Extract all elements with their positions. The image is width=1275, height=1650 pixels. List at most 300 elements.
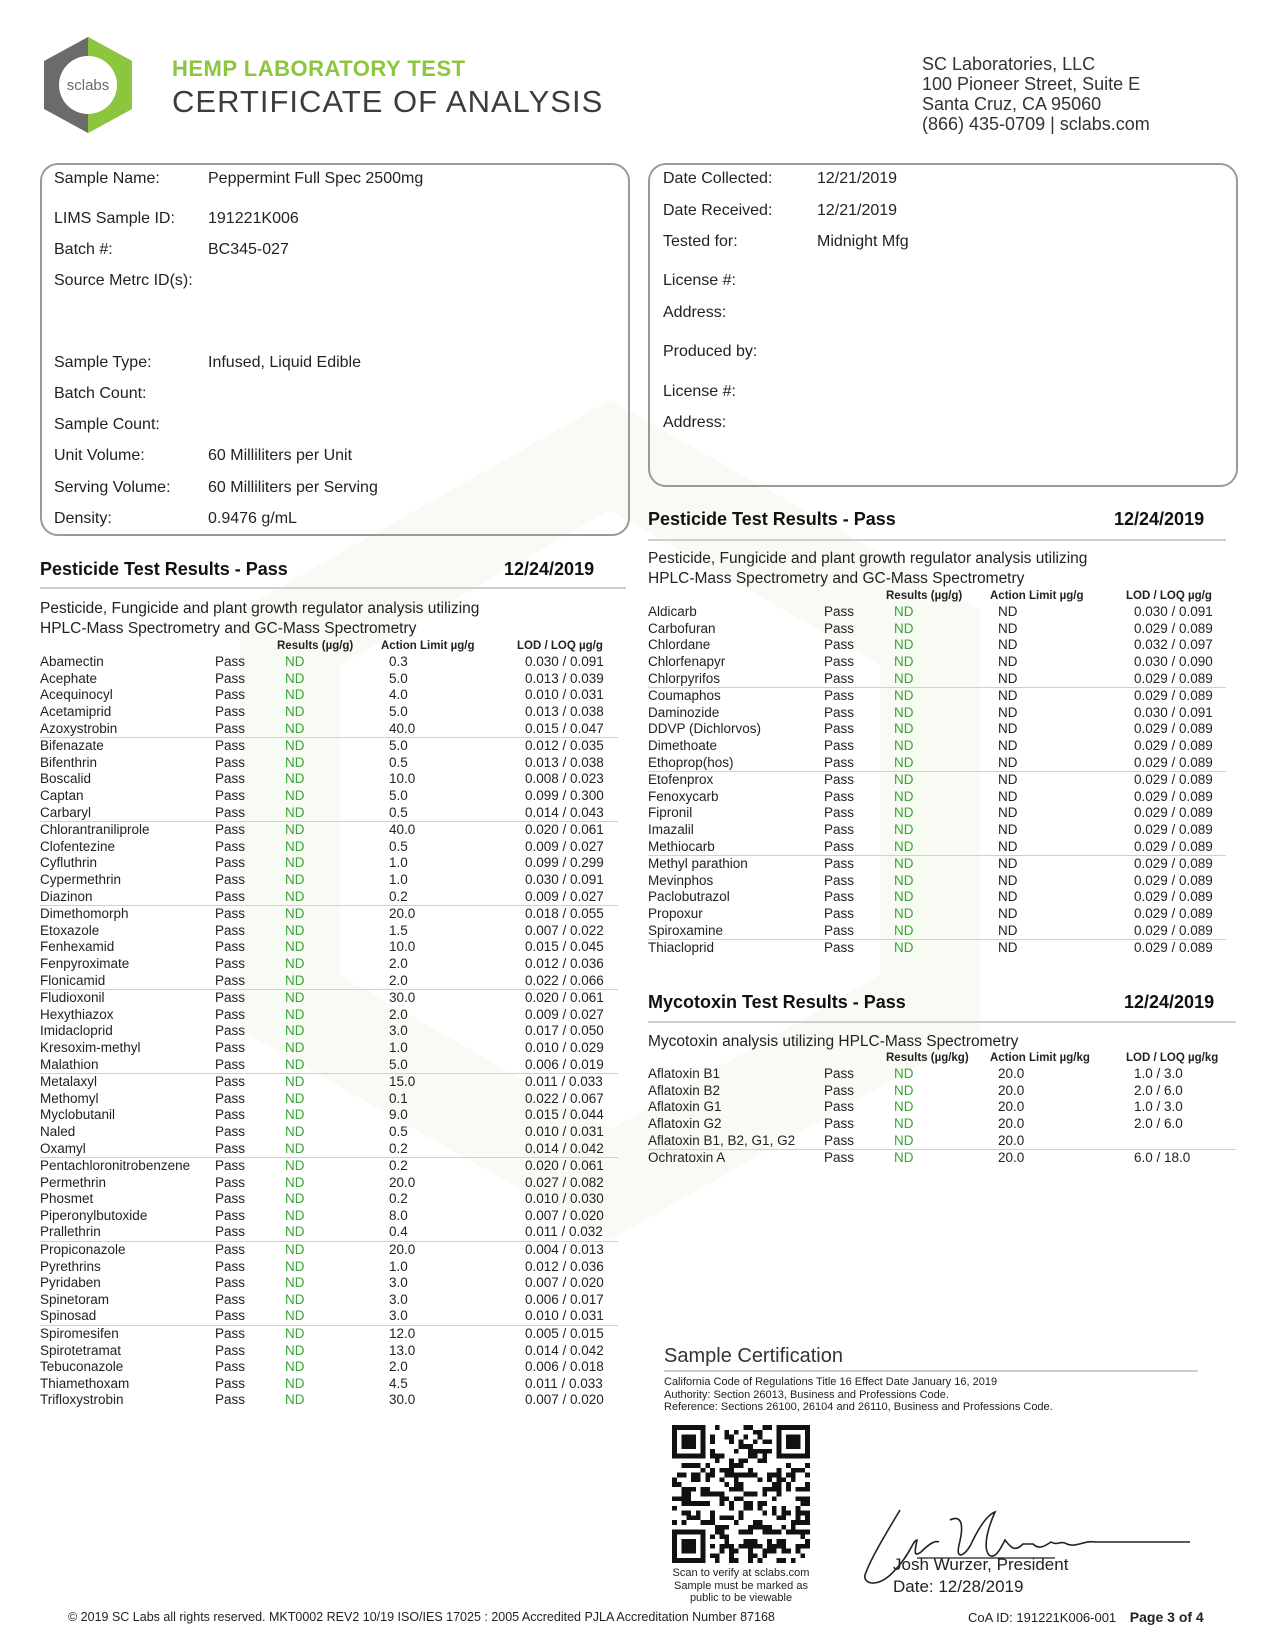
- table-row: [40, 939, 618, 956]
- cell-result: ND: [894, 754, 998, 771]
- cell-status: Pass: [824, 805, 855, 821]
- table-row: [648, 1116, 1236, 1133]
- table-row: [40, 788, 618, 805]
- cell-status: Pass: [215, 1326, 246, 1342]
- cell-result: ND: [894, 688, 914, 704]
- cell-analyte: Acequinocyl: [40, 687, 113, 703]
- table-row: [40, 1073, 618, 1090]
- address-label-1: Address:: [663, 304, 727, 321]
- batch-count-label: Batch Count:: [54, 385, 147, 402]
- cell-analyte: Kresoxim-methyl: [40, 1039, 141, 1055]
- pest-right-date: 12/24/2019: [1114, 509, 1205, 529]
- cell-analyte: Methomyl: [40, 1090, 99, 1106]
- cell-action-limit: 20.0: [998, 1066, 1025, 1082]
- cell-result: ND: [285, 1090, 305, 1106]
- table-row: [40, 855, 618, 872]
- cell-result: ND: [285, 922, 305, 938]
- cell-analyte: Ochratoxin A: [648, 1150, 726, 1166]
- cell-status: Pass: [215, 1275, 246, 1291]
- date-collected-label: Date Collected:: [663, 170, 773, 187]
- cell-action-limit: 0.1: [389, 1090, 408, 1106]
- table-row: [40, 1292, 618, 1309]
- cell-analyte: Captan: [40, 788, 84, 804]
- cell-analyte: Fludioxonil: [40, 990, 105, 1006]
- cell-result: ND: [894, 637, 914, 653]
- cell-action-limit: ND: [998, 838, 1134, 855]
- cell-status: Pass: [824, 721, 855, 737]
- cell-lod-loq: 0.013 / 0.039: [525, 670, 604, 686]
- cell-status: Pass: [215, 888, 285, 905]
- cell-action-limit: ND: [998, 872, 1018, 888]
- cell-lod-loq: 0.030 / 0.091: [525, 654, 604, 670]
- cell-status: Pass: [215, 822, 246, 838]
- cell-result: ND: [894, 721, 914, 737]
- myco-col-results: Results (µg/kg): [886, 1052, 969, 1064]
- certification-divider: [664, 1370, 1198, 1372]
- cell-lod-loq: 0.006 / 0.019: [525, 1056, 618, 1073]
- cell-action-limit: 40.0: [389, 822, 416, 838]
- cell-analyte: Acetamiprid: [40, 704, 112, 720]
- cell-lod-loq: 0.029 / 0.089: [1134, 721, 1213, 737]
- cell-result: ND: [285, 1174, 305, 1190]
- cell-lod-loq: 0.029 / 0.089: [1134, 688, 1213, 704]
- cell-lod-loq: 0.029 / 0.089: [1134, 805, 1213, 821]
- cell-status: Pass: [215, 720, 285, 737]
- table-row: [648, 604, 1226, 621]
- table-row: [40, 872, 618, 889]
- cell-result: ND: [894, 670, 998, 687]
- cell-action-limit: 20.0: [998, 1116, 1025, 1132]
- cell-action-limit: ND: [998, 889, 1018, 905]
- table-row: [40, 771, 618, 788]
- myco-table: [648, 1066, 1236, 1167]
- cell-status: Pass: [215, 1291, 246, 1307]
- cell-result: ND: [894, 940, 914, 956]
- pest-right-col-results: Results (µg/g): [886, 590, 963, 602]
- cell-analyte: Pyrethrins: [40, 1258, 101, 1274]
- cell-lod-loq: 0.007 / 0.020: [525, 1275, 604, 1291]
- pest-left-desc-line2: HPLC-Mass Spectrometry and GC-Mass Spectrometry: [40, 620, 417, 637]
- cell-status: Pass: [215, 771, 246, 787]
- cell-analyte: Malathion: [40, 1056, 215, 1073]
- cell-action-limit: 2.0: [389, 955, 408, 971]
- cell-result: ND: [285, 872, 305, 888]
- pest-right-divider: [648, 539, 1226, 541]
- cell-status: Pass: [215, 1107, 246, 1123]
- cell-status: Pass: [824, 1132, 894, 1149]
- cell-result: ND: [894, 1099, 914, 1115]
- table-row: [648, 889, 1226, 906]
- cell-action-limit: 0.2: [389, 1158, 408, 1174]
- cell-lod-loq: 0.011 / 0.033: [525, 1375, 603, 1391]
- cell-status: Pass: [215, 804, 285, 821]
- sclabs-logo: [40, 35, 136, 135]
- cell-analyte: Clofentezine: [40, 838, 116, 854]
- cell-status: Pass: [215, 1039, 246, 1055]
- cell-action-limit: 1.5: [389, 922, 408, 938]
- cell-result: ND: [894, 788, 914, 804]
- lims-label: LIMS Sample ID:: [54, 210, 175, 227]
- cell-status: Pass: [824, 1066, 855, 1082]
- cell-action-limit: ND: [998, 856, 1018, 872]
- lab-city: Santa Cruz, CA 95060: [922, 94, 1102, 114]
- cell-status: Pass: [215, 1158, 246, 1174]
- coa-id: CoA ID: 191221K006-001: [968, 1610, 1117, 1625]
- cell-lod-loq: 0.029 / 0.089: [1134, 889, 1213, 905]
- cell-result: ND: [285, 1207, 305, 1223]
- cell-status: Pass: [824, 620, 855, 636]
- cell-lod-loq: 0.004 / 0.013: [525, 1242, 604, 1258]
- cell-result: ND: [285, 888, 389, 905]
- cell-result: ND: [285, 1056, 389, 1073]
- cell-action-limit: 0.2: [389, 1140, 525, 1157]
- cell-lod-loq: 0.032 / 0.097: [1134, 637, 1213, 653]
- table-row: [648, 721, 1226, 738]
- cell-lod-loq: 0.030 / 0.091: [1134, 604, 1213, 620]
- cell-result: ND: [285, 1392, 305, 1408]
- cell-action-limit: 0.5: [389, 1123, 408, 1139]
- pest-right-col-limit: Action Limit µg/g: [990, 590, 1084, 602]
- license-label-1: License #:: [663, 272, 736, 289]
- cell-status: Pass: [824, 856, 855, 872]
- table-row: [40, 654, 618, 671]
- table-row: [40, 1191, 618, 1208]
- table-row: [40, 839, 618, 856]
- cell-result: ND: [894, 654, 914, 670]
- table-row: [648, 771, 1226, 788]
- table-row: [648, 687, 1226, 704]
- cell-analyte: Thiacloprid: [648, 940, 715, 956]
- cell-action-limit: ND: [998, 922, 1134, 939]
- cell-status: Pass: [215, 1342, 246, 1358]
- cell-result: ND: [894, 856, 914, 872]
- cell-lod-loq: 0.014 / 0.042: [525, 1140, 618, 1157]
- cell-analyte: Aldicarb: [648, 604, 697, 620]
- myco-date: 12/24/2019: [1124, 992, 1215, 1012]
- cell-lod-loq: 2.0 / 6.0: [1134, 1116, 1183, 1132]
- table-row: [648, 873, 1226, 890]
- pest-left-title: Pesticide Test Results - Pass: [40, 559, 288, 579]
- qr-caption-line1: Scan to verify at sclabs.com: [672, 1567, 810, 1579]
- cell-lod-loq: 2.0 / 6.0: [1134, 1082, 1183, 1098]
- cell-lod-loq: 0.006 / 0.018: [525, 1359, 604, 1375]
- cell-lod-loq: 0.012 / 0.036: [525, 955, 604, 971]
- cell-status: Pass: [824, 905, 855, 921]
- cell-action-limit: 10.0: [389, 939, 416, 955]
- cell-action-limit: 4.5: [389, 1375, 408, 1391]
- cell-result: ND: [285, 1275, 305, 1291]
- cell-analyte: Aflatoxin G1: [648, 1099, 722, 1115]
- cell-action-limit: 5.0: [389, 738, 408, 754]
- sample-count-label: Sample Count:: [54, 416, 160, 433]
- cell-result: ND: [285, 1308, 389, 1325]
- footer-copyright: © 2019 SC Labs all rights reserved. MKT0002 REV2 10/19 ISO/IES 17025 : 2005 Accredited PJLA Accreditation Number 87168: [68, 1610, 775, 1624]
- cell-lod-loq: 0.029 / 0.089: [1134, 670, 1226, 687]
- lab-name: SC Laboratories, LLC: [922, 54, 1096, 74]
- cell-action-limit: ND: [998, 772, 1018, 788]
- cell-analyte: Aflatoxin B2: [648, 1082, 721, 1098]
- table-row: [648, 1083, 1236, 1100]
- cell-result: ND: [285, 1158, 305, 1174]
- cell-result: ND: [285, 738, 305, 754]
- cell-action-limit: 0.3: [389, 654, 408, 670]
- document-title: CERTIFICATE OF ANALYSIS: [172, 84, 604, 119]
- table-row: [40, 704, 618, 721]
- cell-lod-loq: 0.017 / 0.050: [525, 1023, 604, 1039]
- table-row: [40, 1392, 618, 1409]
- table-row: [648, 789, 1226, 806]
- cell-status: Pass: [824, 604, 855, 620]
- cell-result: ND: [894, 1116, 914, 1132]
- table-row: [40, 1174, 618, 1191]
- footer-right: [968, 1609, 1204, 1625]
- cell-action-limit: 3.0: [389, 1023, 408, 1039]
- cell-result: ND: [285, 1191, 305, 1207]
- table-row: [648, 838, 1226, 855]
- cell-analyte: Ethoprop(hos): [648, 754, 824, 771]
- cell-lod-loq: 0.014 / 0.043: [525, 804, 618, 821]
- cell-status: Pass: [824, 1082, 855, 1098]
- cell-action-limit: 0.4: [389, 1224, 525, 1241]
- unit-volume-value: 60 Milliliters per Unit: [208, 447, 353, 464]
- verification-qr-code[interactable]: [672, 1425, 810, 1563]
- cell-analyte: Aflatoxin B1: [648, 1066, 721, 1082]
- table-row: [648, 822, 1226, 839]
- table-row: [40, 821, 618, 838]
- serving-volume-label: Serving Volume:: [54, 479, 171, 496]
- cell-result: ND: [894, 772, 914, 788]
- cell-status: Pass: [824, 637, 855, 653]
- cell-result: ND: [285, 1291, 305, 1307]
- date-collected-value: 12/21/2019: [817, 170, 898, 187]
- date-received-label: Date Received:: [663, 202, 773, 219]
- date-received-value: 12/21/2019: [817, 202, 898, 219]
- serving-volume-value: 60 Milliliters per Serving: [208, 479, 378, 496]
- cell-action-limit: 3.0: [389, 1275, 408, 1291]
- cell-status: Pass: [215, 1207, 246, 1223]
- cell-action-limit: 0.5: [389, 754, 408, 770]
- cell-status: Pass: [215, 939, 246, 955]
- cell-analyte: Naled: [40, 1123, 76, 1139]
- cell-result: ND: [285, 822, 305, 838]
- cell-action-limit: 13.0: [389, 1342, 416, 1358]
- lab-contact: (866) 435-0709 | sclabs.com: [922, 114, 1150, 134]
- cell-lod-loq: 0.029 / 0.089: [1134, 856, 1213, 872]
- cell-analyte: Spinosad: [40, 1308, 215, 1325]
- cell-lod-loq: 0.030 / 0.091: [525, 872, 604, 888]
- cell-lod-loq: 0.029 / 0.089: [1134, 872, 1213, 888]
- cell-result: ND: [285, 1359, 305, 1375]
- address-label-2: Address:: [663, 414, 727, 431]
- cell-status: Pass: [215, 1392, 246, 1408]
- cell-status: Pass: [824, 889, 855, 905]
- cell-result: ND: [894, 604, 914, 620]
- cell-analyte: Chlordane: [648, 637, 711, 653]
- cell-lod-loq: 0.012 / 0.035: [525, 738, 604, 754]
- cell-status: Pass: [824, 688, 855, 704]
- cell-result: ND: [894, 922, 998, 939]
- cell-analyte: Piperonylbutoxide: [40, 1207, 148, 1223]
- cell-action-limit: ND: [998, 940, 1018, 956]
- cell-result: ND: [894, 704, 914, 720]
- table-row: [40, 1224, 618, 1241]
- cell-analyte: Etoxazole: [40, 922, 100, 938]
- cell-status: Pass: [215, 1224, 285, 1241]
- table-row: [40, 1308, 618, 1325]
- logo-text: sclabs: [66, 77, 110, 94]
- table-row: [40, 956, 618, 973]
- cell-analyte: Coumaphos: [648, 688, 721, 704]
- cell-analyte: Daminozide: [648, 704, 720, 720]
- cell-result: ND: [285, 804, 389, 821]
- cell-status: Pass: [824, 1150, 855, 1166]
- cell-lod-loq: 0.006 / 0.017: [525, 1291, 604, 1307]
- cell-result: ND: [285, 855, 305, 871]
- cell-action-limit: 1.0: [389, 872, 408, 888]
- cell-status: Pass: [824, 670, 894, 687]
- cell-result: ND: [285, 687, 305, 703]
- cell-lod-loq: 0.022 / 0.067: [525, 1090, 604, 1106]
- cell-lod-loq: 0.099 / 0.300: [525, 788, 604, 804]
- pest-left-date: 12/24/2019: [504, 559, 595, 579]
- cell-result: ND: [285, 704, 305, 720]
- cell-result: ND: [894, 889, 914, 905]
- table-row: [648, 939, 1226, 956]
- cell-lod-loq: 0.009 / 0.027: [525, 838, 604, 854]
- cell-status: Pass: [215, 855, 246, 871]
- cell-result: ND: [285, 939, 305, 955]
- cell-result: ND: [285, 1123, 305, 1139]
- cell-lod-loq: 0.018 / 0.055: [525, 906, 604, 922]
- cell-result: ND: [285, 670, 305, 686]
- table-row: [648, 1149, 1236, 1166]
- cell-lod-loq: 0.013 / 0.038: [525, 754, 604, 770]
- cell-lod-loq: 0.029 / 0.089: [1134, 788, 1213, 804]
- cell-result: ND: [894, 872, 914, 888]
- table-row: [40, 1376, 618, 1393]
- cell-lod-loq: 1.0 / 3.0: [1134, 1066, 1183, 1082]
- cell-action-limit: 30.0: [389, 1392, 416, 1408]
- cell-status: Pass: [824, 1099, 855, 1115]
- cell-analyte: Mevinphos: [648, 872, 714, 888]
- cell-analyte: Spiromesifen: [40, 1326, 119, 1342]
- cell-action-limit: 20.0: [998, 1132, 1134, 1149]
- cell-lod-loq: 0.029 / 0.089: [1134, 940, 1213, 956]
- cell-lod-loq: 0.029 / 0.089: [1134, 822, 1213, 838]
- table-row: [40, 989, 618, 1006]
- cell-lod-loq: 0.011 / 0.032: [525, 1224, 618, 1241]
- cell-analyte: Carbaryl: [40, 804, 215, 821]
- cell-lod-loq: 0.030 / 0.091: [1134, 704, 1213, 720]
- cell-analyte: Myclobutanil: [40, 1107, 116, 1123]
- cell-status: Pass: [215, 1258, 246, 1274]
- table-row: [648, 637, 1226, 654]
- density-label: Density:: [54, 510, 112, 527]
- page-number: Page 3 of 4: [1129, 1609, 1204, 1625]
- pest-right-desc: [648, 549, 1087, 589]
- cell-status: Pass: [215, 687, 246, 703]
- certification-text: [664, 1376, 1053, 1414]
- cell-status: Pass: [215, 738, 246, 754]
- cell-status: Pass: [215, 1140, 285, 1157]
- cell-analyte: Tebuconazole: [40, 1359, 124, 1375]
- cell-analyte: Bifenthrin: [40, 754, 98, 770]
- cell-result: ND: [894, 1082, 914, 1098]
- cell-action-limit: ND: [998, 654, 1018, 670]
- pest-left-table: [40, 654, 618, 1409]
- table-row: [40, 1342, 618, 1359]
- cell-status: Pass: [215, 1174, 246, 1190]
- cell-analyte: Fenoxycarb: [648, 788, 719, 804]
- cell-lod-loq: 0.011 / 0.033: [525, 1074, 603, 1090]
- cell-result: ND: [285, 754, 305, 770]
- cell-status: Pass: [215, 922, 246, 938]
- cell-lod-loq: 0.007 / 0.022: [525, 922, 604, 938]
- cell-analyte: Abamectin: [40, 654, 104, 670]
- cell-result: ND: [285, 1006, 305, 1022]
- pest-right-title: Pesticide Test Results - Pass: [648, 509, 896, 529]
- cell-lod-loq: 0.030 / 0.090: [1134, 654, 1213, 670]
- cell-status: Pass: [215, 670, 246, 686]
- cell-action-limit: 5.0: [389, 788, 408, 804]
- cell-action-limit: ND: [998, 604, 1018, 620]
- cell-status: Pass: [215, 838, 246, 854]
- cell-analyte: Metalaxyl: [40, 1074, 98, 1090]
- cell-analyte: Dimethoate: [648, 738, 718, 754]
- cell-status: Pass: [824, 1116, 855, 1132]
- certification-line1: California Code of Regulations Title 16 Effect Date January 16, 2019: [664, 1376, 998, 1388]
- cell-result: ND: [285, 1107, 305, 1123]
- cell-status: Pass: [215, 704, 246, 720]
- table-row: [40, 671, 618, 688]
- cell-status: Pass: [215, 872, 246, 888]
- cell-action-limit: 3.0: [389, 1291, 408, 1307]
- cell-status: Pass: [824, 704, 855, 720]
- cell-analyte: Diazinon: [40, 888, 215, 905]
- cell-status: Pass: [215, 654, 246, 670]
- cell-action-limit: 0.5: [389, 804, 525, 821]
- cell-action-limit: 1.0: [389, 855, 408, 871]
- cell-lod-loq: 0.029 / 0.089: [1134, 838, 1226, 855]
- batch-label: Batch #:: [54, 241, 113, 258]
- cell-action-limit: ND: [998, 721, 1018, 737]
- cell-analyte: Etofenprox: [648, 772, 714, 788]
- table-row: [40, 888, 618, 905]
- cell-analyte: Oxamyl: [40, 1140, 215, 1157]
- table-row: [40, 905, 618, 922]
- sample-name-label: Sample Name:: [54, 170, 160, 187]
- cell-result: ND: [285, 1074, 305, 1090]
- cell-result: ND: [285, 1039, 305, 1055]
- cell-analyte: Dimethomorph: [40, 906, 129, 922]
- cell-lod-loq: 0.015 / 0.047: [525, 720, 618, 737]
- cell-analyte: Pentachloronitrobenzene: [40, 1158, 191, 1174]
- cell-status: Pass: [215, 972, 285, 989]
- cell-analyte: Paclobutrazol: [648, 889, 730, 905]
- myco-divider: [648, 1021, 1236, 1023]
- cell-result: ND: [285, 1342, 305, 1358]
- cell-status: Pass: [215, 906, 246, 922]
- produced-by-label: Produced by:: [663, 343, 758, 360]
- cell-lod-loq: 0.029 / 0.089: [1134, 754, 1226, 771]
- cell-action-limit: 4.0: [389, 687, 408, 703]
- cell-analyte: Acephate: [40, 670, 98, 686]
- table-row: [648, 906, 1226, 923]
- cell-analyte: Flonicamid: [40, 972, 215, 989]
- cell-lod-loq: 0.029 / 0.089: [1134, 620, 1213, 636]
- cell-lod-loq: 0.014 / 0.042: [525, 1342, 604, 1358]
- pest-right-desc-line1: Pesticide, Fungicide and plant growth regulator analysis utilizing: [648, 550, 1088, 567]
